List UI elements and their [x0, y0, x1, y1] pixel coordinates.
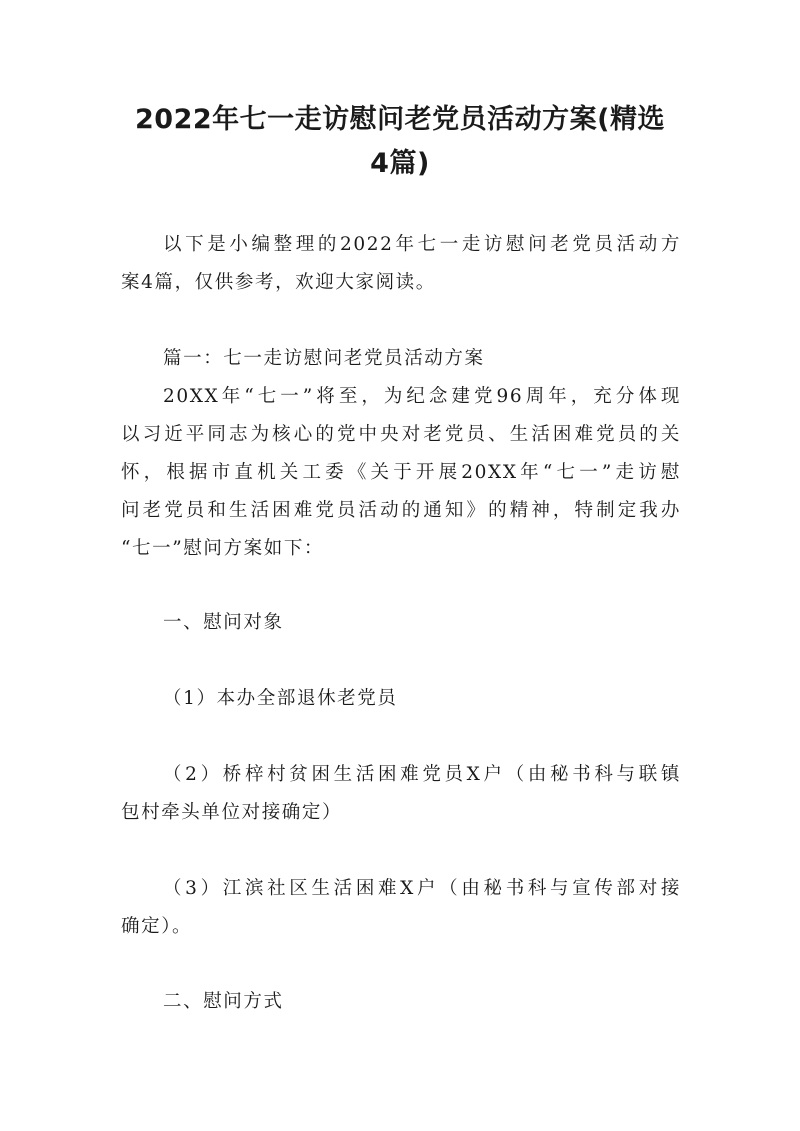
heading-recipients: 一、慰问对象: [163, 612, 284, 633]
intro-paragraph: 以下是小编整理的2022年七一走访慰问老党员活动方: [163, 234, 681, 255]
document-title: 2022年七一走访慰问老党员活动方案(精选: [135, 104, 665, 135]
list-item: （3）江滨社区生活困难X户（由秘书科与宣传部对接: [163, 878, 681, 899]
list-item: （1）本办全部退休老党员: [163, 688, 398, 709]
body-paragraph: 20XX年“七一”将至，为纪念建党96周年，充分体现: [163, 386, 681, 407]
intro-paragraph-continued: 案4篇，仅供参考，欢迎大家阅读。: [121, 272, 436, 293]
body-paragraph-line: 怀，根据市直机关工委《关于开展20XX年“七一”走访慰: [121, 462, 681, 483]
body-paragraph-line: 以习近平同志为核心的党中央对老党员、生活困难党员的关: [121, 424, 681, 445]
section-heading: 篇一：七一走访慰问老党员活动方案: [163, 348, 485, 369]
list-item-continued: 确定）。: [121, 916, 193, 937]
heading-method: 二、慰问方式: [163, 991, 284, 1012]
list-item: （2）桥梓村贫困生活困难党员X户（由秘书科与联镇: [163, 764, 681, 785]
document-title-continued: 4篇): [370, 148, 430, 179]
body-paragraph-line: 问老党员和生活困难党员活动的通知》的精神，特制定我办: [121, 500, 681, 521]
body-paragraph-line: “七一”慰问方案如下：: [121, 538, 325, 559]
list-item-continued: 包村牵头单位对接确定）: [121, 802, 343, 823]
